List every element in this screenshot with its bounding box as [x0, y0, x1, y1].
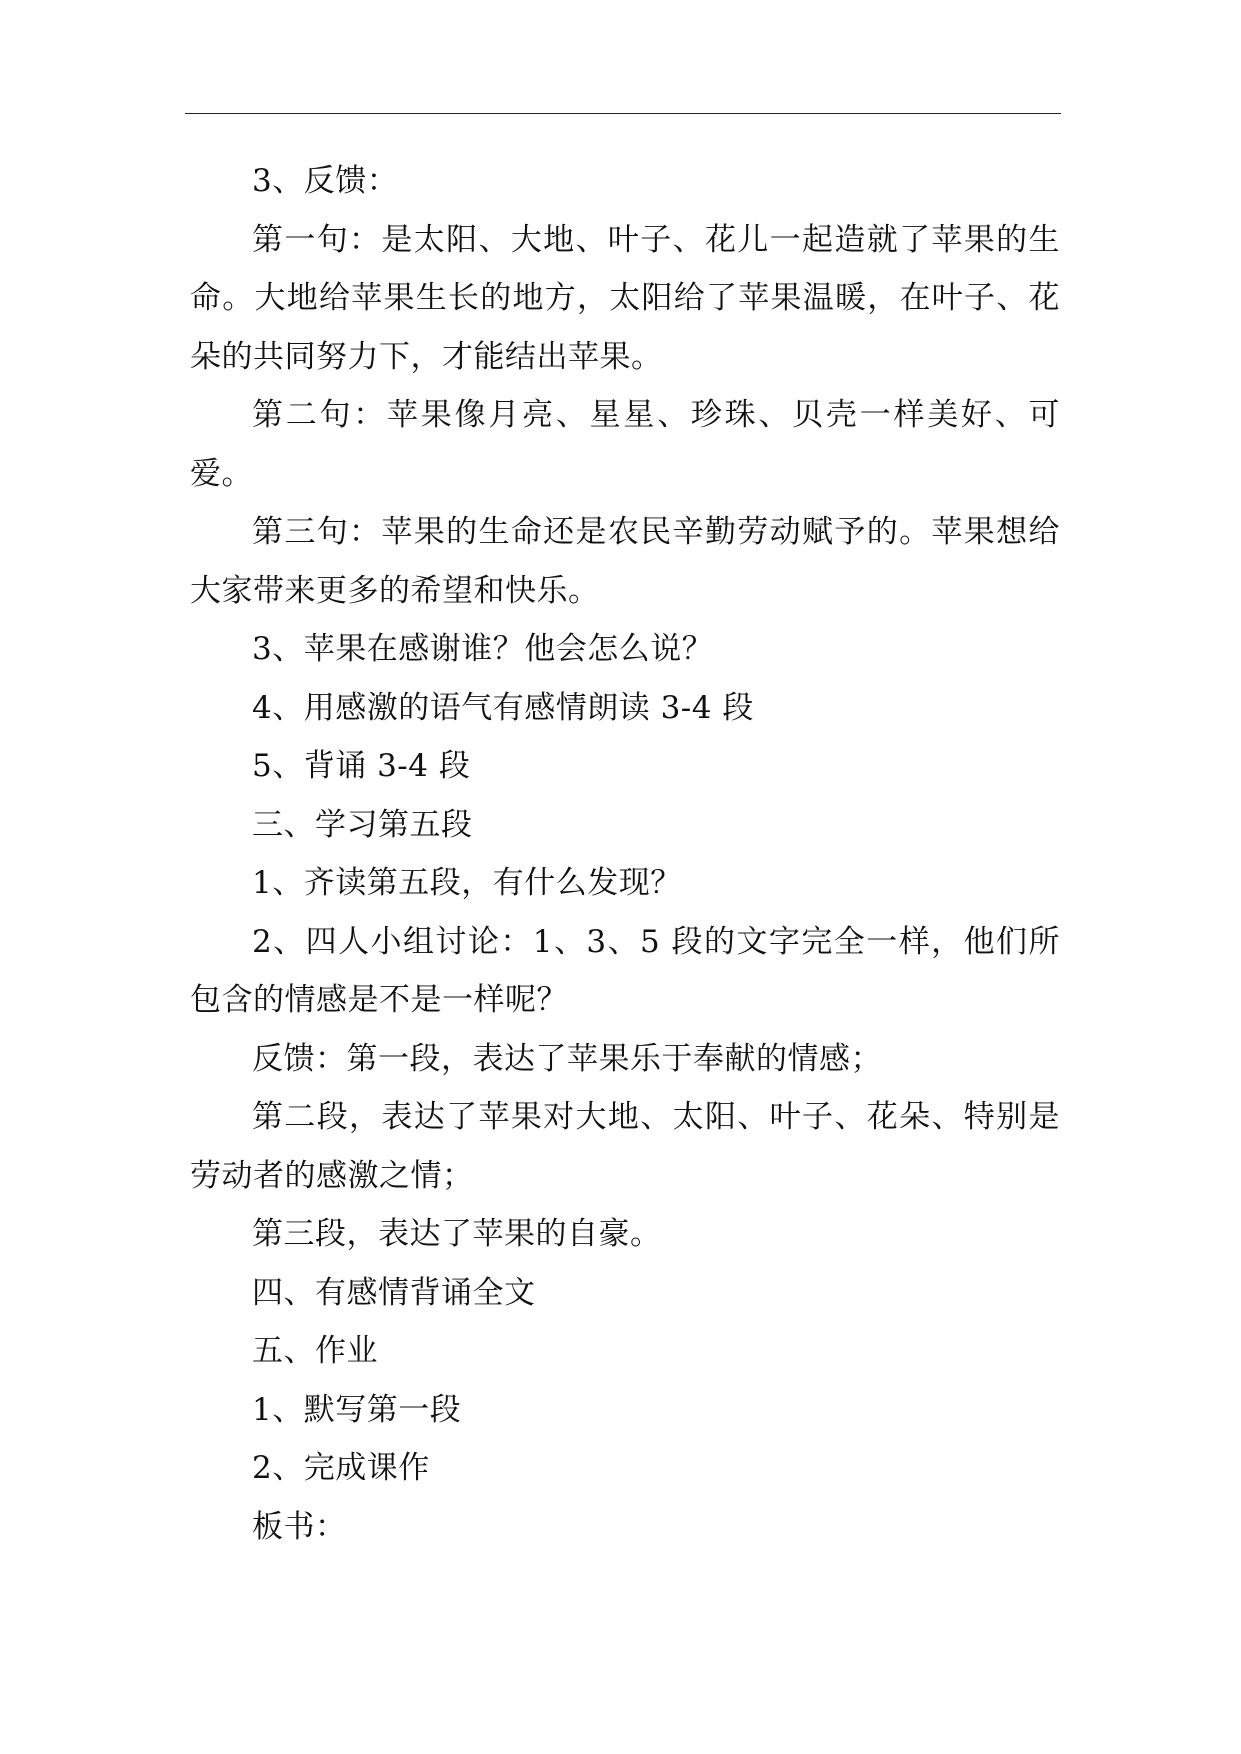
- paragraph-read-aloud: 4、用感激的语气有感情朗读 3-4 段: [252, 689, 754, 726]
- paragraph-feedback-heading: 3、反馈：: [252, 163, 399, 199]
- paragraph-section-five-heading: 五、作业: [252, 1333, 378, 1369]
- paragraph-sentence-two: 第二句：苹果像月亮、星星、珍珠、贝壳一样美好、可爱。: [190, 397, 1060, 492]
- paragraph-blackboard: 板书：: [252, 1508, 347, 1545]
- paragraph-section-four-heading: 四、有感情背诵全文: [252, 1274, 536, 1311]
- paragraph-section-three-heading: 三、学习第五段: [252, 806, 473, 843]
- paragraph-homework-one: 1、默写第一段: [252, 1391, 462, 1428]
- paragraph-who-thanks: 3、苹果在感谢谁？他会怎么说？: [252, 631, 714, 667]
- paragraph-group-discussion: 2、四人小组讨论：1、3、5 段的文字完全一样，他们所包含的情感是不是一样呢？: [190, 923, 1060, 1018]
- paragraph-feedback-second: 第二段，表达了苹果对大地、太阳、叶子、花朵、特别是劳动者的感激之情；: [190, 1099, 1060, 1194]
- paragraph-feedback-third: 第三段，表达了苹果的自豪。: [252, 1216, 662, 1252]
- paragraph-sentence-three: 第三句：苹果的生命还是农民辛勤劳动赋予的。苹果想给大家带来更多的希望和快乐。: [190, 514, 1060, 609]
- paragraph-sentence-one: 第一句：是太阳、大地、叶子、花儿一起造就了苹果的生命。大地给苹果生长的地方，太阳给了苹果温暖，在叶子、花朵的共同努力下，才能结出苹果。: [190, 221, 1060, 375]
- header-rule: [185, 113, 1061, 114]
- paragraph-read-fifth: 1、齐读第五段，有什么发现？: [252, 865, 682, 901]
- paragraph-recite: 5、背诵 3-4 段: [252, 748, 471, 784]
- document-body: [190, 152, 1060, 1556]
- paragraph-homework-two: 2、完成课作: [252, 1450, 430, 1486]
- paragraph-feedback-first: 反馈：第一段，表达了苹果乐于奉献的情感；: [252, 1040, 882, 1077]
